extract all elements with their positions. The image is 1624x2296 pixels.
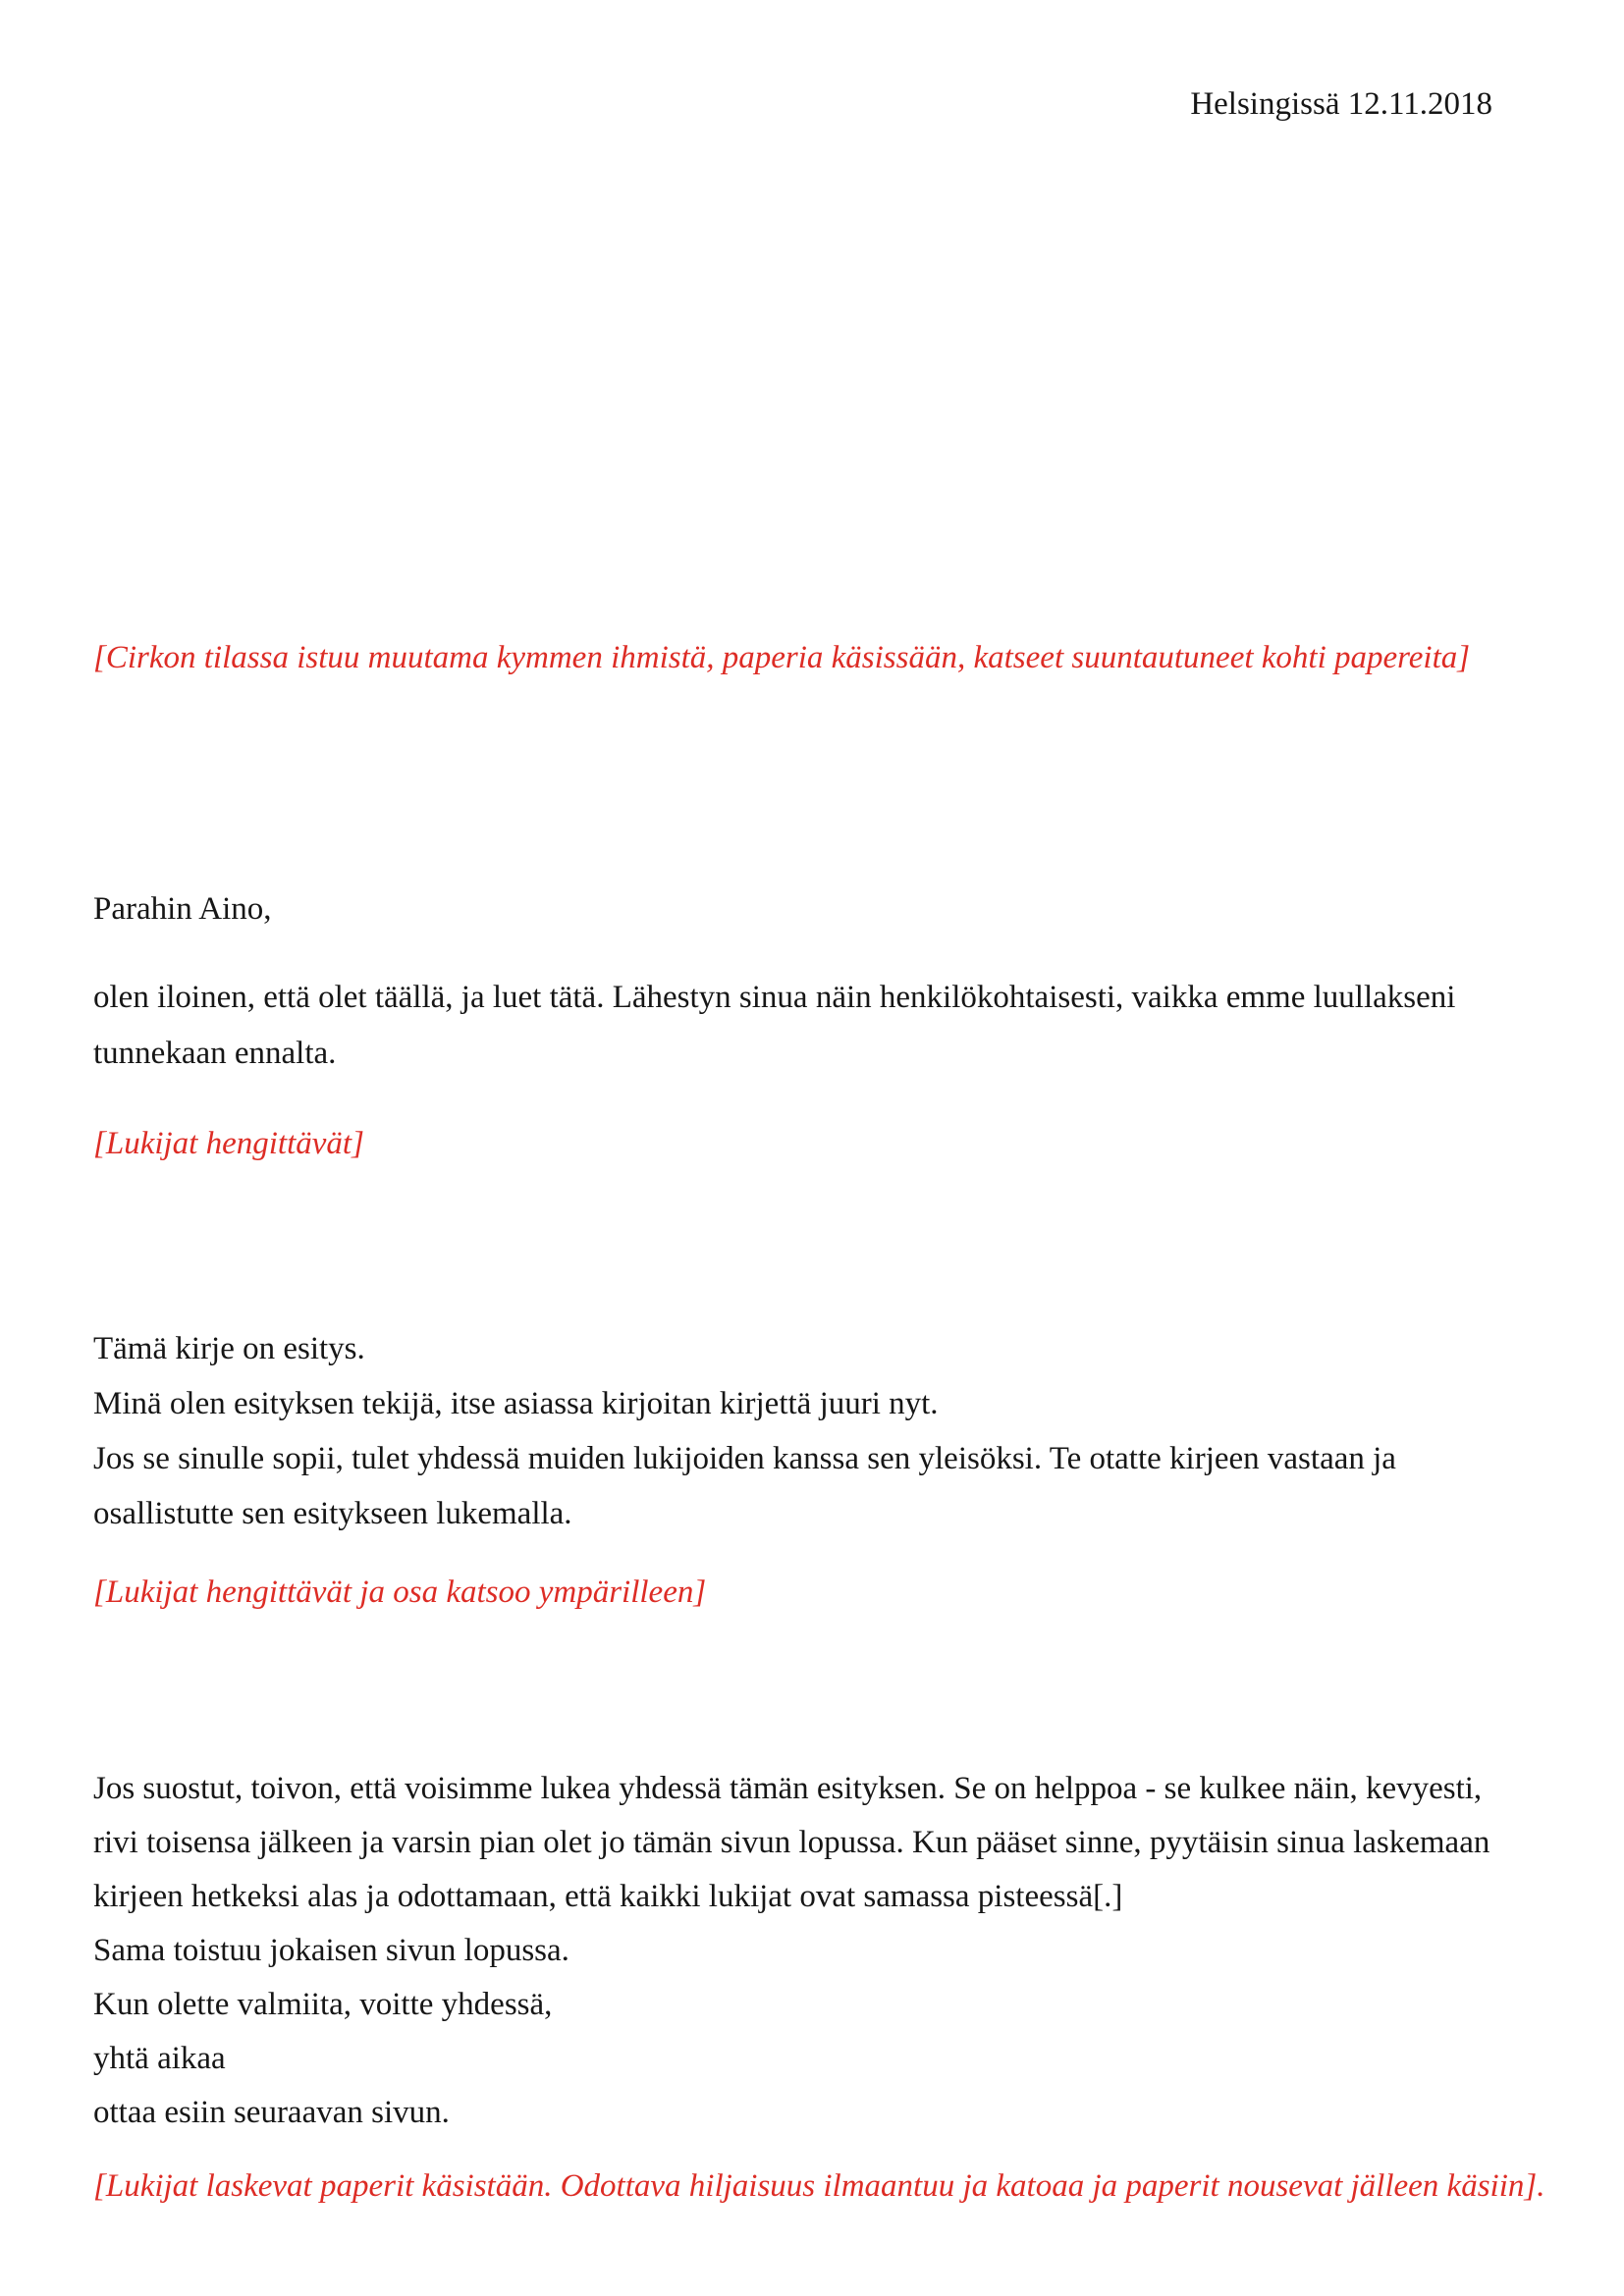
paragraph-line: Jos suostut, toivon, että voisimme lukea yhdessä tämän esityksen. Se on helppoa - se kulkee näin, kevyesti, <box>93 1771 1483 1806</box>
paragraph-line: Tämä kirje on esitys. <box>93 1331 365 1366</box>
paragraph-line: Sama toistuu jokaisen sivun lopussa. <box>93 1933 569 1968</box>
paragraph-line: olen iloinen, että olet täällä, ja luet tätä. Lähestyn sinua näin henkilökohtaisesti, vaikka emme luullakseni <box>93 980 1456 1015</box>
paragraph-intro <box>93 970 1506 1082</box>
paragraph-performance <box>93 1321 1506 1541</box>
paragraph-line: kirjeen hetkeksi alas ja odottamaan, että kaikki lukijat ovat samassa pisteessä[.] <box>93 1879 1123 1914</box>
paragraph-line: Kun olette valmiita, voitte yhdessä, <box>93 1987 553 2022</box>
paragraph-line: yhtä aikaa <box>93 2041 226 2076</box>
stage-direction-opening: [Cirkon tilassa istuu muutama kymmen ihmistä, paperia käsissään, katseet suuntautuneet kohti papereita] <box>93 640 1471 675</box>
paragraph-line: ottaa esiin seuraavan sivun. <box>93 2095 450 2130</box>
stage-direction-breathe-look: [Lukijat hengittävät ja osa katsoo ympärilleen] <box>93 1575 707 1610</box>
stage-direction-breathe: [Lukijat hengittävät] <box>93 1126 364 1161</box>
paragraph-line: tunnekaan ennalta. <box>93 1036 337 1071</box>
paragraph-line: Jos se sinulle sopii, tulet yhdessä muiden lukijoiden kanssa sen yleisöksi. Te otatte kirjeen vastaan ja <box>93 1441 1396 1476</box>
paragraph-instructions <box>93 1762 1506 2140</box>
paragraph-line: Minä olen esityksen tekijä, itse asiassa kirjoitan kirjettä juuri nyt. <box>93 1386 939 1421</box>
salutation: Parahin Aino, <box>93 891 272 927</box>
stage-direction-closing: [Lukijat laskevat paperit käsistään. Odottava hiljaisuus ilmaantuu ja katoaa ja paperit nousevat jälleen käsiin]. <box>93 2168 1545 2204</box>
dateline: Helsingissä 12.11.2018 <box>1190 86 1492 122</box>
paragraph-line: osallistutte sen esitykseen lukemalla. <box>93 1496 572 1531</box>
paragraph-line: rivi toisensa jälkeen ja varsin pian olet jo tämän sivun lopussa. Kun pääset sinne, pyytäisin sinua laskemaan <box>93 1825 1490 1860</box>
